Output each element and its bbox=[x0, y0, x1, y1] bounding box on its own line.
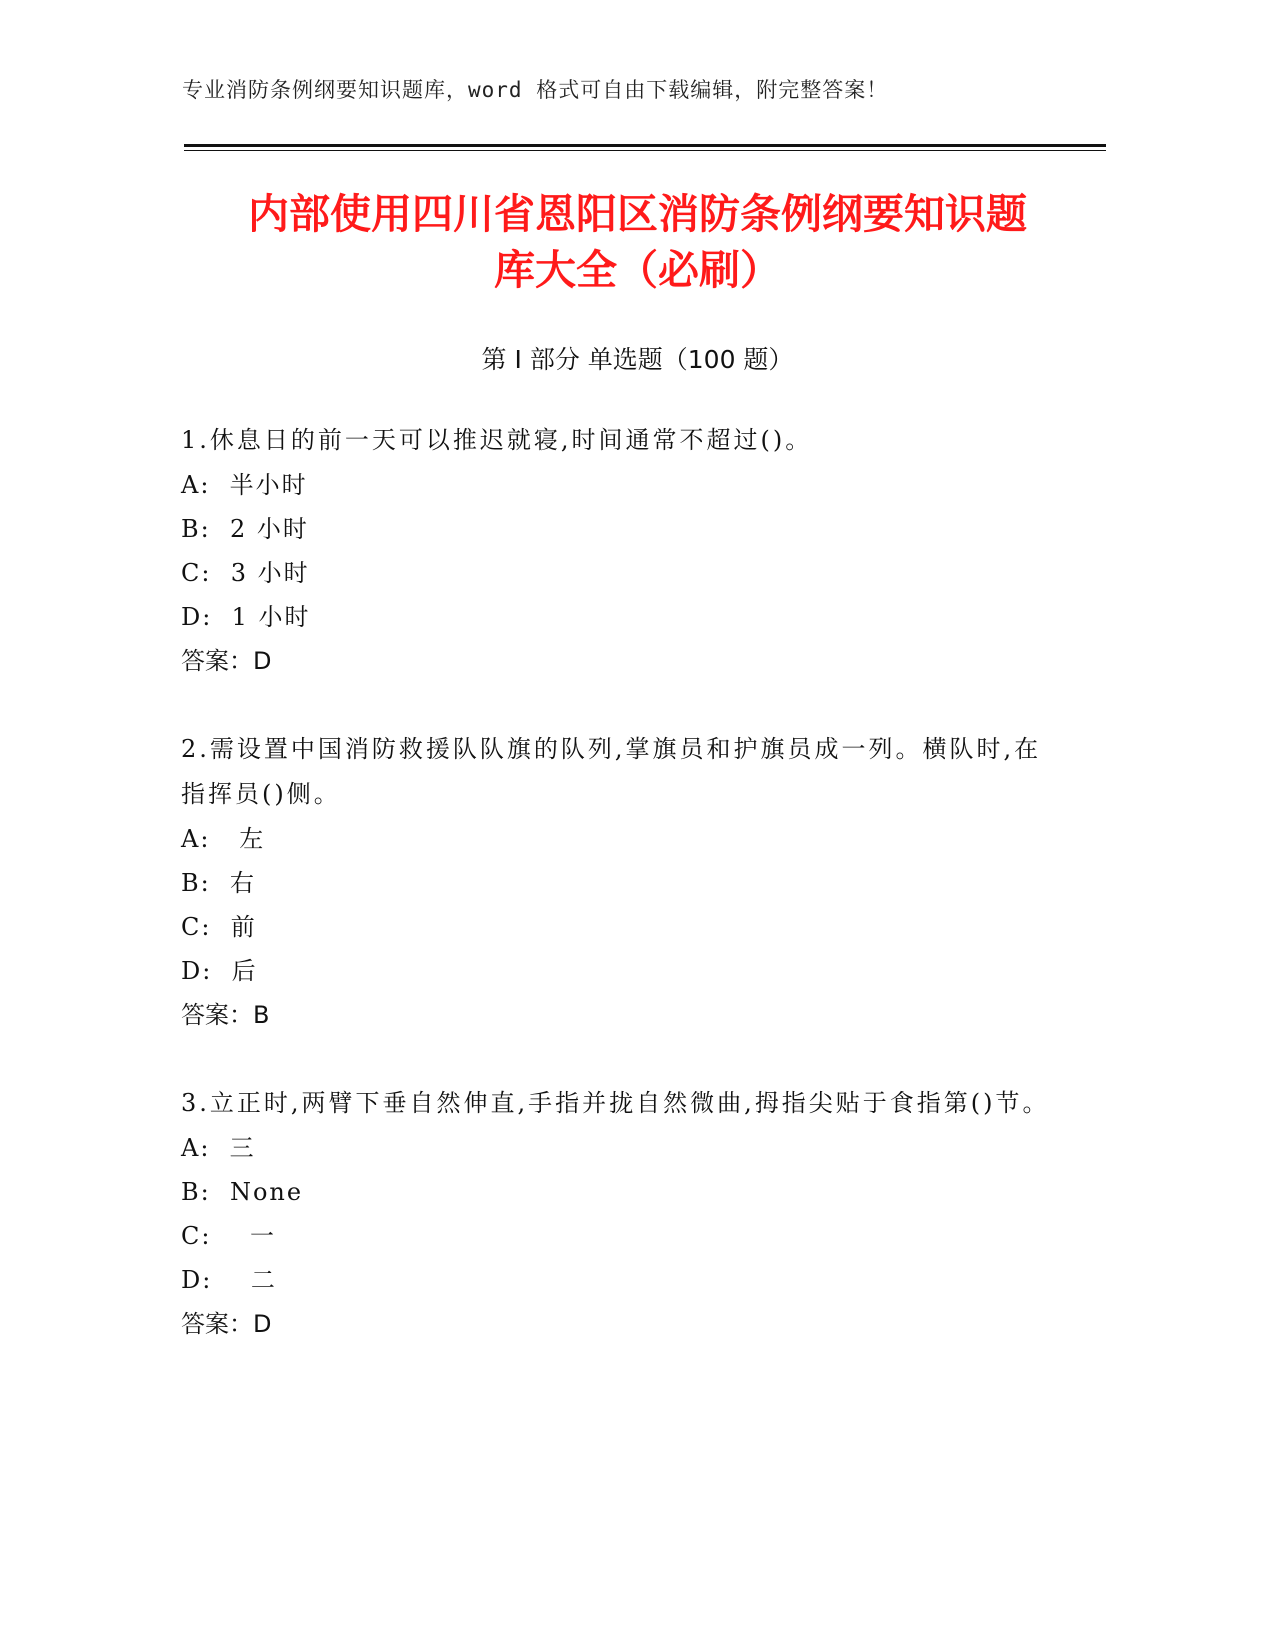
question-text: 1.休息日的前一天可以推迟就寝,时间通常不超过()。 bbox=[181, 426, 813, 454]
header-note: 专业消防条例纲要知识题库，word 格式可自由下载编辑，附完整答案！ bbox=[182, 78, 889, 102]
option-c: C: 前 bbox=[181, 913, 257, 941]
option-d: D: 后 bbox=[181, 957, 258, 985]
question-list bbox=[181, 418, 1061, 1390]
document-title-line-2: 库大全（必刷） bbox=[494, 246, 781, 294]
question-3 bbox=[181, 1081, 1061, 1346]
answer: 答案：B bbox=[181, 1001, 270, 1029]
question-1 bbox=[181, 418, 1061, 683]
section-title: 第 I 部分 单选题（100 题） bbox=[481, 345, 794, 374]
option-b: B: None bbox=[181, 1178, 304, 1206]
header-rule-thick bbox=[184, 144, 1106, 147]
header-rule-thin bbox=[184, 150, 1106, 151]
answer: 答案：D bbox=[181, 647, 272, 675]
option-c: C: 一 bbox=[181, 1222, 276, 1250]
question-text: 2.需设置中国消防救援队队旗的队列,掌旗员和护旗员成一列。横队时,在指挥员()侧。 bbox=[181, 735, 1042, 808]
question-text: 3.立正时,两臂下垂自然伸直,手指并拢自然微曲,拇指尖贴于食指第()节。 bbox=[181, 1089, 1050, 1117]
option-a: A: 左 bbox=[181, 825, 266, 853]
option-d: D: 二 bbox=[181, 1266, 277, 1294]
option-d: D: 1 小时 bbox=[181, 603, 311, 631]
document-title bbox=[150, 186, 1125, 298]
option-a: A: 三 bbox=[181, 1134, 256, 1162]
question-2 bbox=[181, 727, 1061, 1037]
document-title-line-1: 内部使用四川省恩阳区消防条例纲要知识题 bbox=[248, 190, 1027, 238]
answer: 答案：D bbox=[181, 1310, 272, 1338]
option-c: C: 3 小时 bbox=[181, 559, 310, 587]
option-b: B: 右 bbox=[181, 869, 256, 897]
option-b: B: 2 小时 bbox=[181, 515, 309, 543]
option-a: A: 半小时 bbox=[181, 471, 308, 499]
